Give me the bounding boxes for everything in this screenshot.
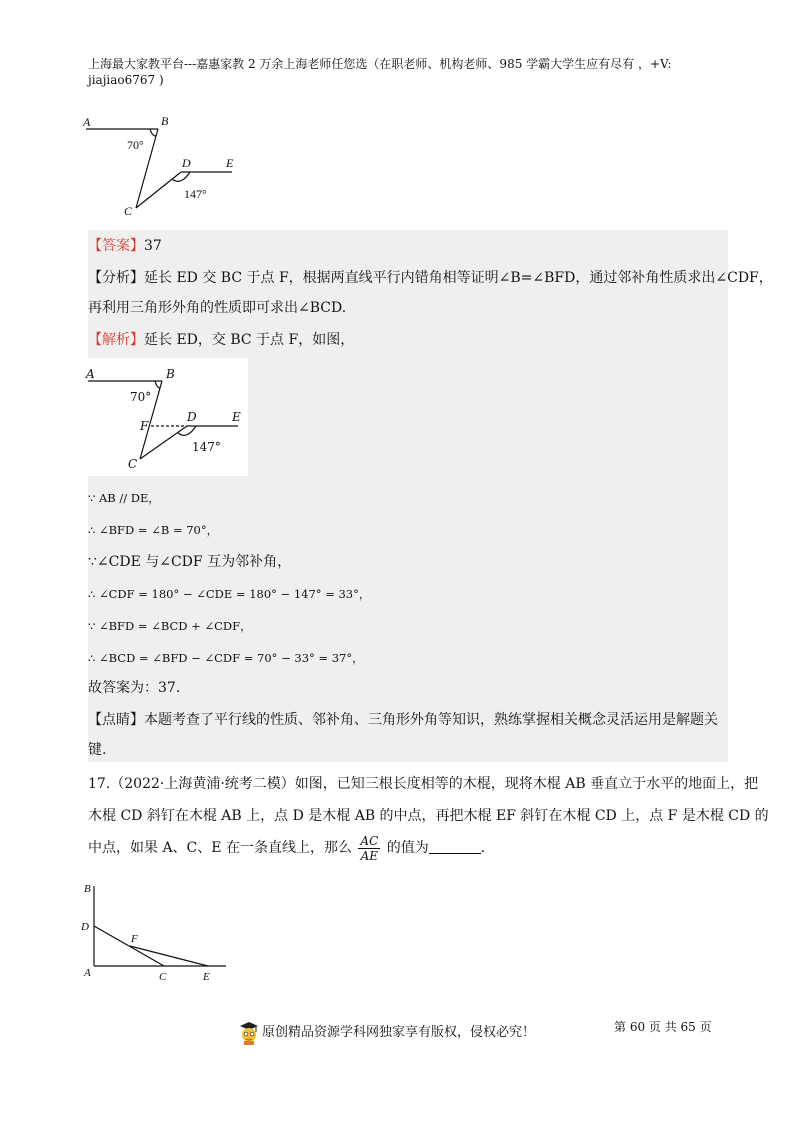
stick-cd bbox=[94, 926, 164, 966]
step-5: ∵ ∠BFD = ∠BCD + ∠CDF， bbox=[88, 619, 252, 633]
label-b: B bbox=[161, 114, 169, 128]
fraction-numerator: AC bbox=[360, 833, 379, 848]
step-3: ∵∠CDE 与∠CDF 互为邻补角， bbox=[88, 554, 292, 570]
header-line-2: jiajiao6767 ) bbox=[88, 73, 164, 87]
stick-ef bbox=[130, 946, 208, 966]
copyright-text: 原创精品资源学科网独家享有版权，侵权必究！ bbox=[262, 1025, 536, 1040]
label-c: C bbox=[124, 204, 133, 218]
solution-tag: 【解析】 bbox=[88, 332, 144, 348]
label-a: A bbox=[84, 967, 91, 979]
fraction-denominator: AE bbox=[360, 848, 379, 863]
label-e: E bbox=[226, 156, 234, 170]
solution-intro-line bbox=[88, 330, 354, 350]
label-a: A bbox=[83, 115, 91, 129]
page-header bbox=[88, 56, 728, 88]
figure-2-svg bbox=[70, 358, 248, 476]
analysis-tag: 【分析】 bbox=[88, 270, 144, 286]
analysis-line-1 bbox=[88, 268, 773, 288]
page-number: 第 60 页 共 65 页 bbox=[614, 1020, 712, 1034]
figure-3 bbox=[78, 878, 238, 983]
angle-label-d: 147° bbox=[184, 187, 207, 201]
step-4: ∴ ∠CDF = 180° − ∠CDE = 180° − 147° = 33°， bbox=[88, 587, 371, 601]
question-17-line-1: 17.（2022·上海黄浦·统考二模）如图，已知三根长度相等的木棍，现将木棍 AB 垂直立于水平的地面上，把 bbox=[88, 776, 759, 792]
label-b: B bbox=[84, 883, 91, 895]
figure-3-svg bbox=[78, 878, 238, 983]
step-1: ∵ AB // DE， bbox=[88, 491, 160, 505]
header-line-1: 上海最大家教平台---嘉惠家教 2 万余上海老师任您选（在职老师、机构老师、985 学霸大学生应有尽有 ，+V: bbox=[88, 57, 672, 71]
step-7: 故答案为：37. bbox=[88, 680, 181, 696]
comment-line-1 bbox=[88, 710, 718, 730]
question-17-text-b: 的值为 bbox=[386, 840, 429, 856]
analysis-line-2: 再利用三角形外角的性质即可求出∠BCD. bbox=[88, 300, 347, 316]
comment-text-1: 本题考查了平行线的性质、邻补角、三角形外角等知识，熟练掌握相关概念灵活运用是解题关 bbox=[144, 712, 718, 728]
step-6: ∴ ∠BCD = ∠BFD − ∠CDF = 70° − 33° = 37°， bbox=[88, 651, 364, 665]
label-a: A bbox=[86, 367, 95, 381]
label-d: D bbox=[187, 410, 197, 424]
footer-copyright bbox=[238, 1020, 535, 1046]
comment-line-2: 键. bbox=[88, 742, 107, 758]
figure-1-svg bbox=[80, 112, 250, 222]
figure-2 bbox=[70, 358, 248, 476]
angle-label-d: 147° bbox=[192, 440, 221, 454]
angle-label-b: 70° bbox=[127, 138, 144, 152]
step-2: ∴ ∠BFD = ∠B = 70°， bbox=[88, 523, 219, 537]
label-c: C bbox=[159, 971, 167, 983]
label-d: D bbox=[81, 921, 89, 933]
angle-label-b: 70° bbox=[130, 390, 152, 404]
label-f: F bbox=[131, 933, 138, 945]
label-b: B bbox=[166, 367, 175, 381]
angle-arc-b bbox=[150, 129, 156, 136]
figure-1 bbox=[80, 112, 250, 222]
analysis-text-1: 延长 ED 交 BC 于点 F，根据两直线平行内错角相等证明∠B=∠BFD，通过邻补角性质求出∠CDF， bbox=[144, 270, 773, 286]
segment-cd bbox=[136, 172, 181, 208]
answer-blank bbox=[429, 839, 481, 854]
answer-value: 37 bbox=[144, 238, 162, 254]
answer-line bbox=[88, 236, 162, 256]
question-17-line-2: 木棍 CD 斜钉在木棍 AB 上，点 D 是木棍 AB 的中点，再把木棍 EF 斜钉在木棍 CD 上，点 F 是木棍 CD 的 bbox=[88, 808, 769, 824]
label-c: C bbox=[128, 457, 138, 471]
label-e: E bbox=[232, 410, 241, 424]
label-e: E bbox=[203, 971, 210, 983]
label-d: D bbox=[182, 156, 191, 170]
question-17-line-3 bbox=[88, 832, 485, 864]
solution-intro: 延长 ED，交 BC 于点 F，如图， bbox=[144, 332, 355, 348]
question-17-text-a: 中点，如果 A、C、E 在一条直线上，那么 bbox=[88, 840, 352, 856]
mascot-icon bbox=[238, 1020, 260, 1046]
label-f: F bbox=[140, 419, 149, 433]
fraction-ac-ae bbox=[358, 834, 380, 863]
comment-tag: 【点睛】 bbox=[88, 712, 144, 728]
question-17-text-c: . bbox=[480, 840, 486, 856]
answer-tag: 【答案】 bbox=[88, 238, 144, 254]
angle-arc-b bbox=[155, 381, 160, 388]
